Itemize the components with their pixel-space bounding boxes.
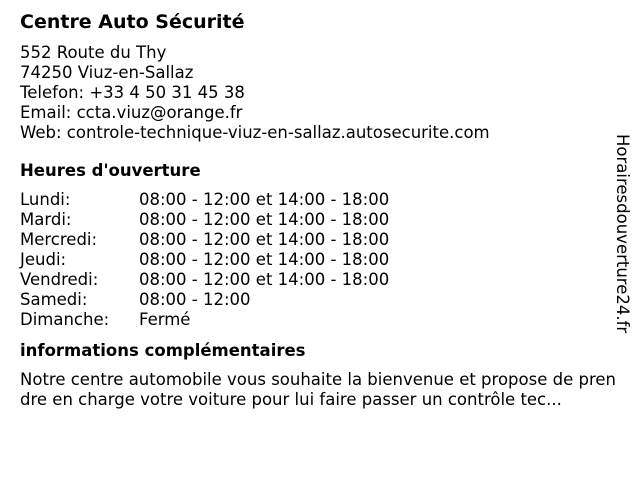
time-value: 08:00 - 12:00 et 14:00 - 18:00: [139, 250, 390, 269]
time-value: 08:00 - 12:00 et 14:00 - 18:00: [139, 210, 390, 229]
day-label: Lundi:: [20, 190, 71, 209]
time-value: 08:00 - 12:00: [139, 290, 251, 309]
business-card: [20, 10, 620, 410]
time-value: 08:00 - 12:00 et 14:00 - 18:00: [139, 190, 390, 209]
info-title: informations complémentaires: [20, 341, 306, 360]
email-line: Email: ccta.viuz@orange.fr: [20, 103, 243, 122]
address-line-2: 74250 Viuz-en-Sallaz: [20, 63, 194, 82]
time-value: 08:00 - 12:00 et 14:00 - 18:00: [139, 270, 390, 289]
hours-row-saturday: [20, 290, 620, 310]
time-value: 08:00 - 12:00 et 14:00 - 18:00: [139, 230, 390, 249]
address-line-1: 552 Route du Thy: [20, 43, 167, 62]
hours-table: [20, 190, 620, 330]
day-label: Samedi:: [20, 290, 88, 309]
phone-line: Telefon: +33 4 50 31 45 38: [20, 83, 245, 102]
day-label: Jeudi:: [20, 250, 67, 269]
hours-row-wednesday: [20, 230, 620, 250]
hours-title: Heures d'ouverture: [20, 161, 201, 180]
hours-row-friday: [20, 270, 620, 290]
web-line: Web: controle-technique-viuz-en-sallaz.autosecurite.com: [20, 123, 490, 142]
hours-row-tuesday: [20, 210, 620, 230]
hours-row-monday: [20, 190, 620, 210]
day-label: Dimanche:: [20, 310, 110, 329]
business-name: Centre Auto Sécurité: [20, 11, 245, 33]
hours-row-thursday: [20, 250, 620, 270]
info-text: Notre centre automobile vous souhaite la bienvenue et propose de prendre en charge votre voiture pour lui faire passer un contrôle tec...: [20, 370, 616, 409]
day-label: Mercredi:: [20, 230, 98, 249]
hours-row-sunday: [20, 310, 620, 330]
time-value: Fermé: [139, 310, 191, 329]
site-watermark: Horairesdouverture24.fr: [613, 134, 632, 334]
day-label: Vendredi:: [20, 270, 99, 289]
day-label: Mardi:: [20, 210, 72, 229]
